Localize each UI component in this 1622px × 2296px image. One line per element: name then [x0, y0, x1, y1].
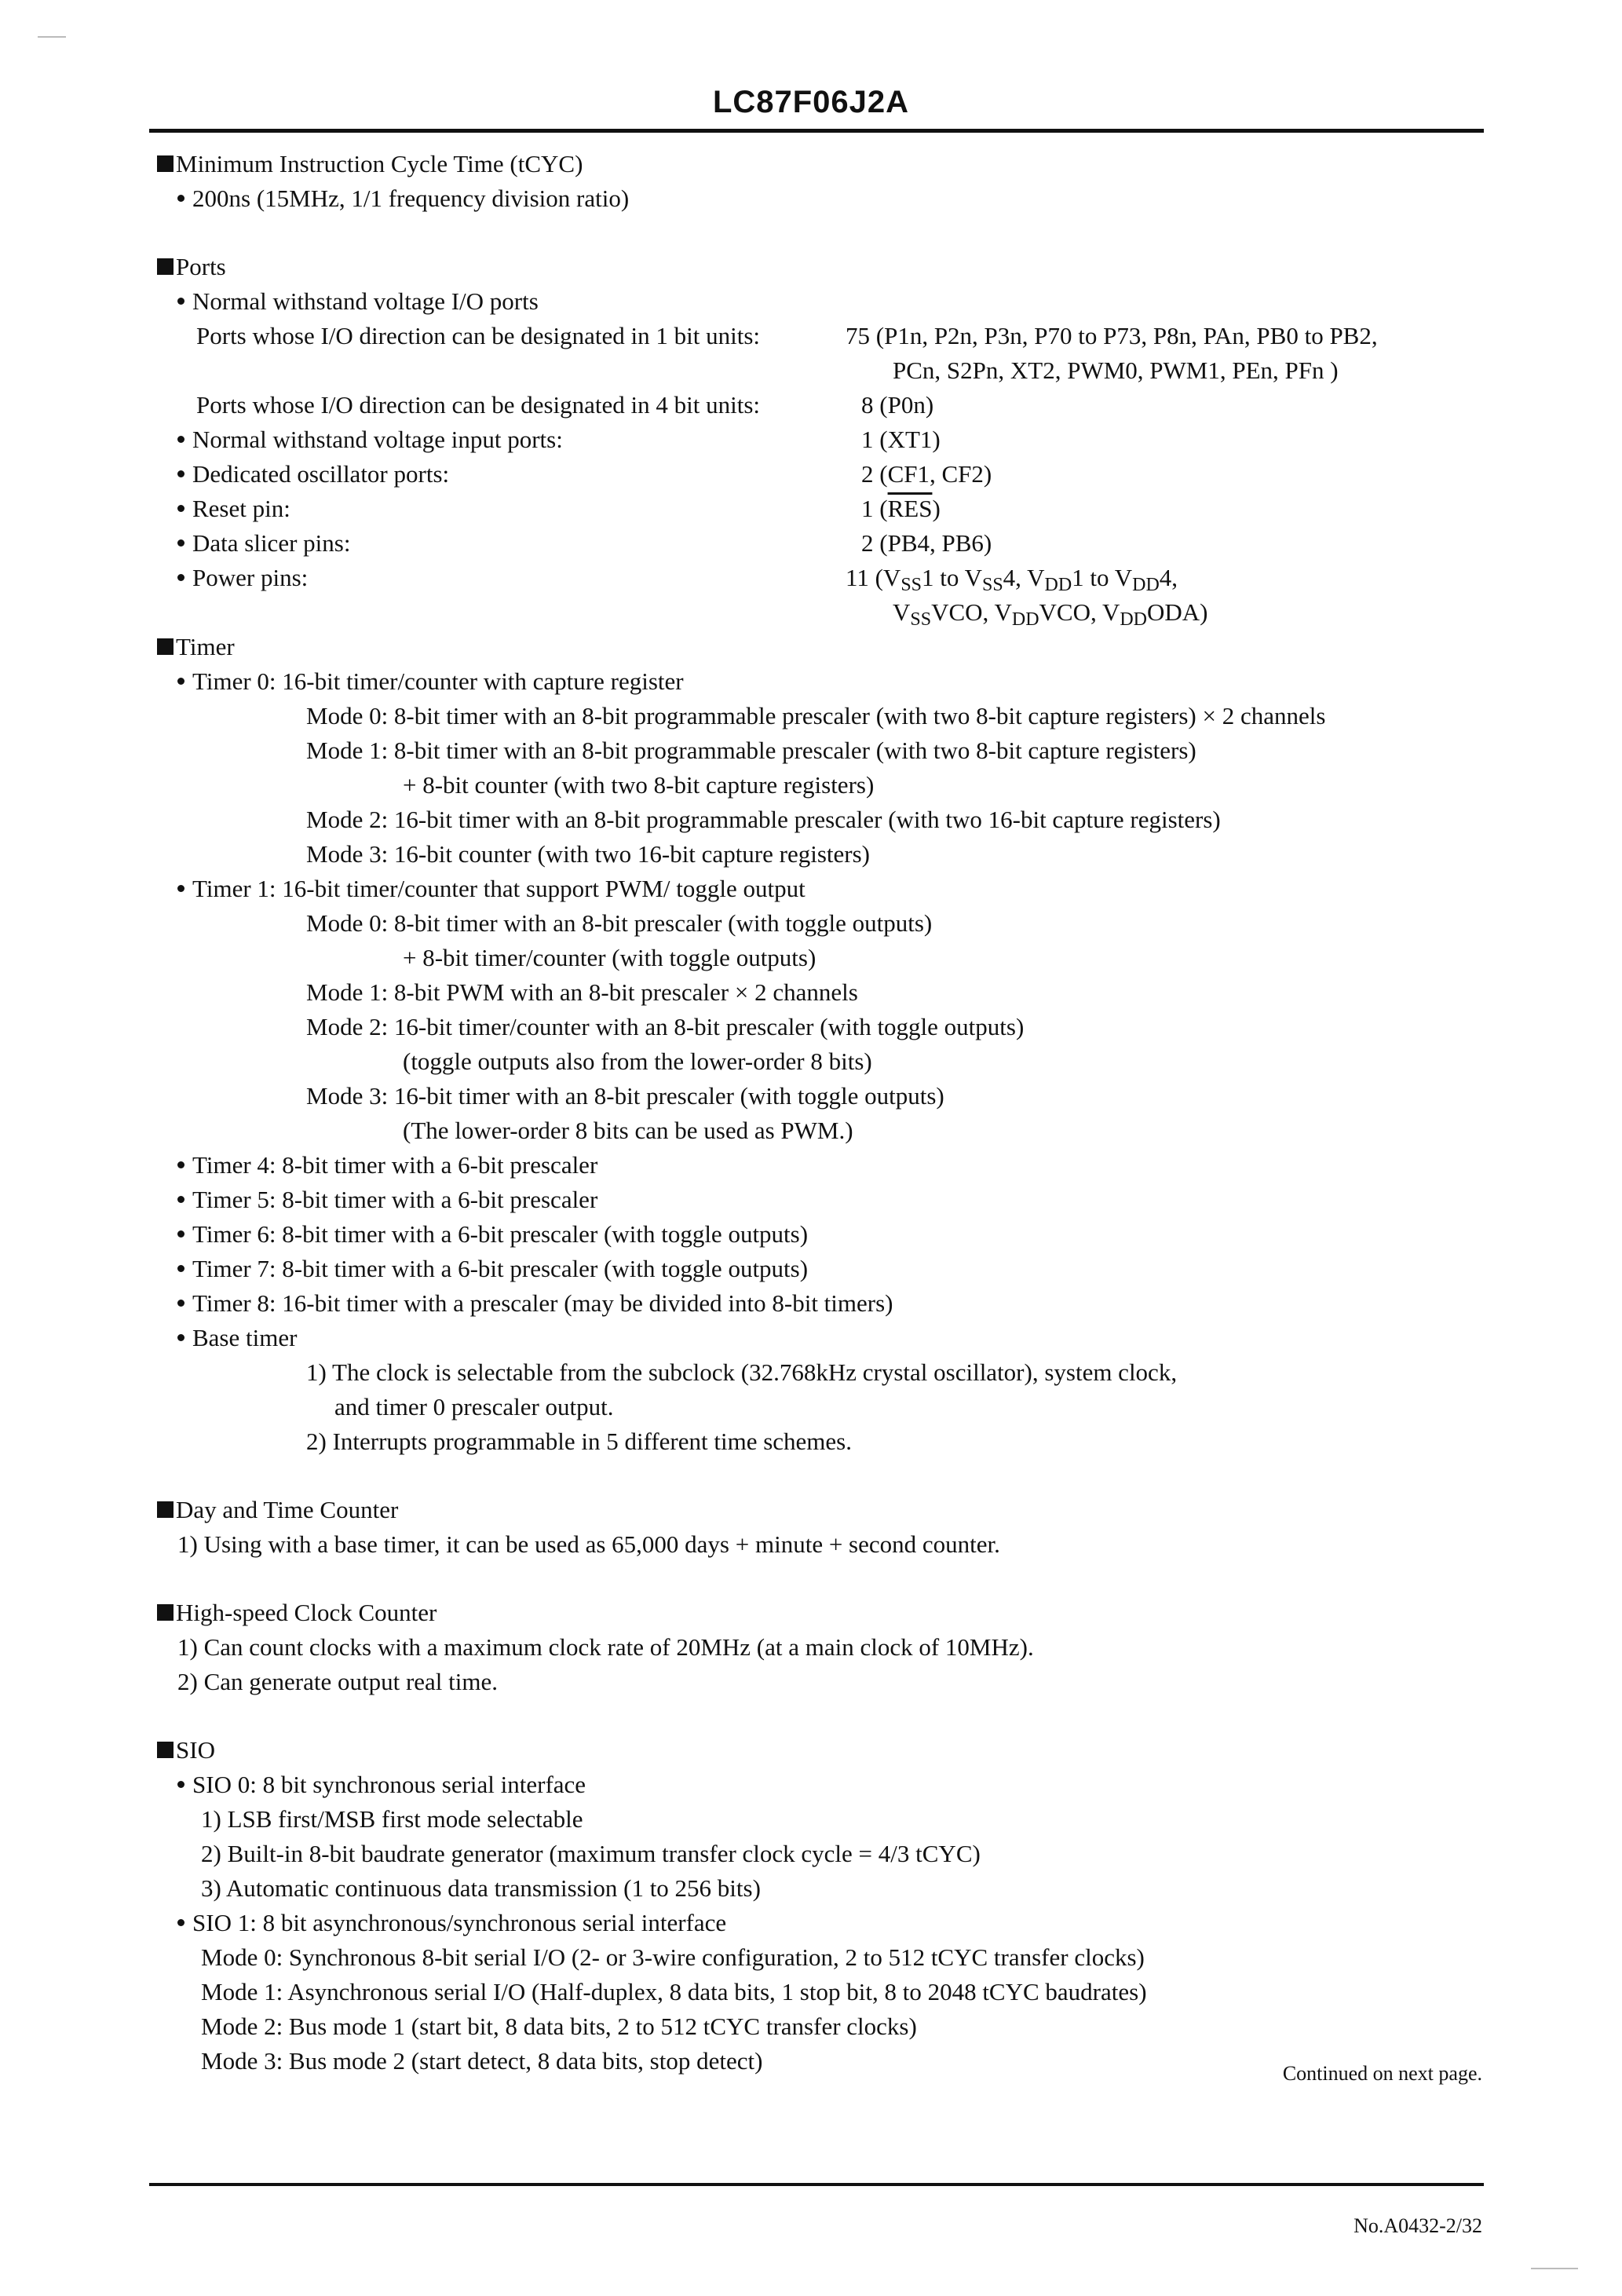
list-item: Timer 5: 8-bit timer with a 6-bit prescaler — [177, 1184, 597, 1216]
mode-line: Mode 0: 8-bit timer with an 8-bit programmable prescaler (with two 8-bit capture registers) × 2 channels — [306, 702, 1326, 729]
list-item: Timer 8: 16-bit timer with a prescaler (may be divided into 8-bit timers) — [177, 1288, 893, 1319]
bullet-icon — [177, 195, 184, 202]
numbered-item: 2) Can generate output real time. — [177, 1668, 499, 1695]
square-bullet-icon — [157, 638, 174, 655]
bullet-icon — [177, 1161, 184, 1168]
mode-line: Mode 3: 16-bit timer with an 8-bit prescaler (with toggle outputs) — [306, 1082, 944, 1110]
section-heading-hs-clock: High-speed Clock Counter — [157, 1597, 437, 1629]
scan-speck — [38, 36, 66, 38]
list-item: Reset pin: — [177, 493, 290, 525]
numbered-item: 1) Can count clocks with a maximum clock rate of 20MHz (at a main clock of 10MHz). — [177, 1633, 1034, 1661]
square-bullet-icon — [157, 1501, 174, 1518]
mode-line: Mode 1: 8-bit PWM with an 8-bit prescaler × 2 channels — [306, 978, 858, 1006]
mode-line: Mode 0: Synchronous 8-bit serial I/O (2- or 3-wire configuration, 2 to 512 tCYC transfer clocks) — [201, 1943, 1145, 1971]
numbered-item: and timer 0 prescaler output. — [334, 1393, 614, 1420]
bullet-icon — [177, 1919, 184, 1926]
mode-line: Mode 1: Asynchronous serial I/O (Half-duplex, 8 data bits, 1 stop bit, 8 to 2048 tCYC baudrates) — [201, 1978, 1147, 2005]
mode-line: Mode 2: Bus mode 1 (start bit, 8 data bits, 2 to 512 tCYC transfer clocks) — [201, 2013, 917, 2040]
section-heading-sio: SIO — [157, 1735, 215, 1766]
list-item: Base timer — [177, 1322, 297, 1354]
list-item: Timer 4: 8-bit timer with a 6-bit prescaler — [177, 1150, 597, 1181]
list-item: Data slicer pins: — [177, 528, 350, 559]
square-bullet-icon — [157, 1742, 174, 1758]
power-pins-value: 11 ($V_{SS}1$ to $V_{SS}4$, $V_{DD}1$ to $V_{DD}4$, — [846, 564, 1178, 595]
list-item: Dedicated oscillator ports: — [177, 459, 449, 490]
section-heading-day-time: Day and Time Counter — [157, 1494, 398, 1526]
bullet-icon — [177, 885, 184, 892]
section-heading-cycle: Minimum Instruction Cycle Time (tCYC) — [157, 148, 583, 180]
bullet-icon — [177, 678, 184, 685]
port-label: Ports whose I/O direction can be designated in 4 bit units: — [196, 391, 761, 419]
bottom-rule — [149, 2183, 1484, 2186]
square-bullet-icon — [157, 258, 174, 275]
mode-line: Mode 0: 8-bit timer with an 8-bit prescaler (with toggle outputs) — [306, 909, 933, 937]
bullet-icon — [177, 574, 184, 581]
bullet-icon — [177, 1230, 184, 1238]
mode-line: (The lower-order 8 bits can be used as PWM.) — [403, 1117, 853, 1144]
list-item: Timer 6: 8-bit timer with a 6-bit prescaler (with toggle outputs) — [177, 1219, 808, 1250]
bullet-icon — [177, 1300, 184, 1307]
document-title: LC87F06J2A — [712, 85, 910, 119]
list-item: Normal withstand voltage input ports: — [177, 424, 563, 455]
list-item: SIO 1: 8 bit asynchronous/synchronous serial interface — [177, 1907, 726, 1939]
list-item: Timer 7: 8-bit timer with a 6-bit prescaler (with toggle outputs) — [177, 1253, 808, 1285]
list-item: Timer 1: 16-bit timer/counter that support PWM/ toggle output — [177, 873, 806, 905]
top-rule — [149, 129, 1484, 133]
port-value: 1 $(\overline{RES})$ — [861, 495, 941, 522]
list-item: Normal withstand voltage I/O ports — [177, 286, 539, 317]
port-label: Ports whose I/O direction can be designated in 1 bit units: — [196, 322, 761, 349]
mode-line: + 8-bit timer/counter (with toggle outputs) — [403, 944, 816, 971]
section-heading-timer: Timer — [157, 631, 235, 663]
port-value: 2 (PB4, PB6) — [861, 529, 992, 557]
port-value: 8 (P0n) — [861, 391, 934, 419]
continued-note: Continued on next page. — [1282, 2062, 1482, 2085]
list-item: Timer 0: 16-bit timer/counter with capture register — [177, 666, 684, 697]
bullet-icon — [177, 1196, 184, 1203]
numbered-item: 1) LSB first/MSB first mode selectable — [201, 1805, 583, 1833]
numbered-item: 3) Automatic continuous data transmission (1 to 256 bits) — [201, 1874, 761, 1902]
bullet-icon — [177, 539, 184, 547]
scan-speck — [1531, 2268, 1578, 2269]
bullet-icon — [177, 1781, 184, 1788]
bullet-icon — [177, 1265, 184, 1272]
page-number: No.A0432-2/32 — [1353, 2214, 1482, 2237]
mode-line: Mode 2: 16-bit timer with an 8-bit programmable prescaler (with two 16-bit capture registers) — [306, 806, 1221, 833]
bullet-icon — [177, 298, 184, 305]
numbered-item: 1) The clock is selectable from the subclock (32.768kHz crystal oscillator), system clock, — [306, 1358, 1178, 1386]
bullet-icon — [177, 436, 184, 443]
mode-line: Mode 2: 16-bit timer/counter with an 8-bit prescaler (with toggle outputs) — [306, 1013, 1025, 1040]
bullet-icon — [177, 470, 184, 477]
port-value: 1 (XT1) — [861, 426, 941, 453]
power-pins-value: $V_{SS}VCO$, $V_{DD}VCO$, $V_{DD}ODA$) — [893, 598, 1208, 630]
section-heading-ports: Ports — [157, 251, 226, 283]
square-bullet-icon — [157, 155, 174, 172]
mode-line: + 8-bit counter (with two 8-bit capture registers) — [403, 771, 875, 799]
port-value: 2 (CF1, CF2) — [861, 460, 992, 488]
mode-line: Mode 3: Bus mode 2 (start detect, 8 data bits, stop detect) — [201, 2047, 763, 2075]
mode-line: Mode 1: 8-bit timer with an 8-bit programmable prescaler (with two 8-bit capture registers) — [306, 737, 1196, 764]
numbered-item: 2) Built-in 8-bit baudrate generator (maximum transfer clock cycle = 4/3 tCYC) — [201, 1840, 981, 1867]
numbered-item: 2) Interrupts programmable in 5 different time schemes. — [306, 1428, 852, 1455]
list-item: Power pins: — [177, 562, 308, 594]
mode-line: (toggle outputs also from the lower-order 8 bits) — [403, 1047, 872, 1075]
numbered-item: 1) Using with a base timer, it can be used as 65,000 days + minute + second counter. — [177, 1530, 1000, 1558]
square-bullet-icon — [157, 1604, 174, 1621]
mode-line: Mode 3: 16-bit counter (with two 16-bit capture registers) — [306, 840, 870, 868]
reset-pin-name: $\overline{RES}$ — [887, 495, 933, 522]
bullet-icon — [177, 505, 184, 512]
list-item: 200ns (15MHz, 1/1 frequency division ratio) — [177, 183, 629, 214]
port-value: 75 (P1n, P2n, P3n, P70 to P73, P8n, PAn, PB0 to PB2, — [846, 322, 1378, 349]
port-value: PCn, S2Pn, XT2, PWM0, PWM1, PEn, PFn ) — [893, 356, 1339, 384]
bullet-icon — [177, 1334, 184, 1341]
list-item: SIO 0: 8 bit synchronous serial interface — [177, 1769, 586, 1801]
